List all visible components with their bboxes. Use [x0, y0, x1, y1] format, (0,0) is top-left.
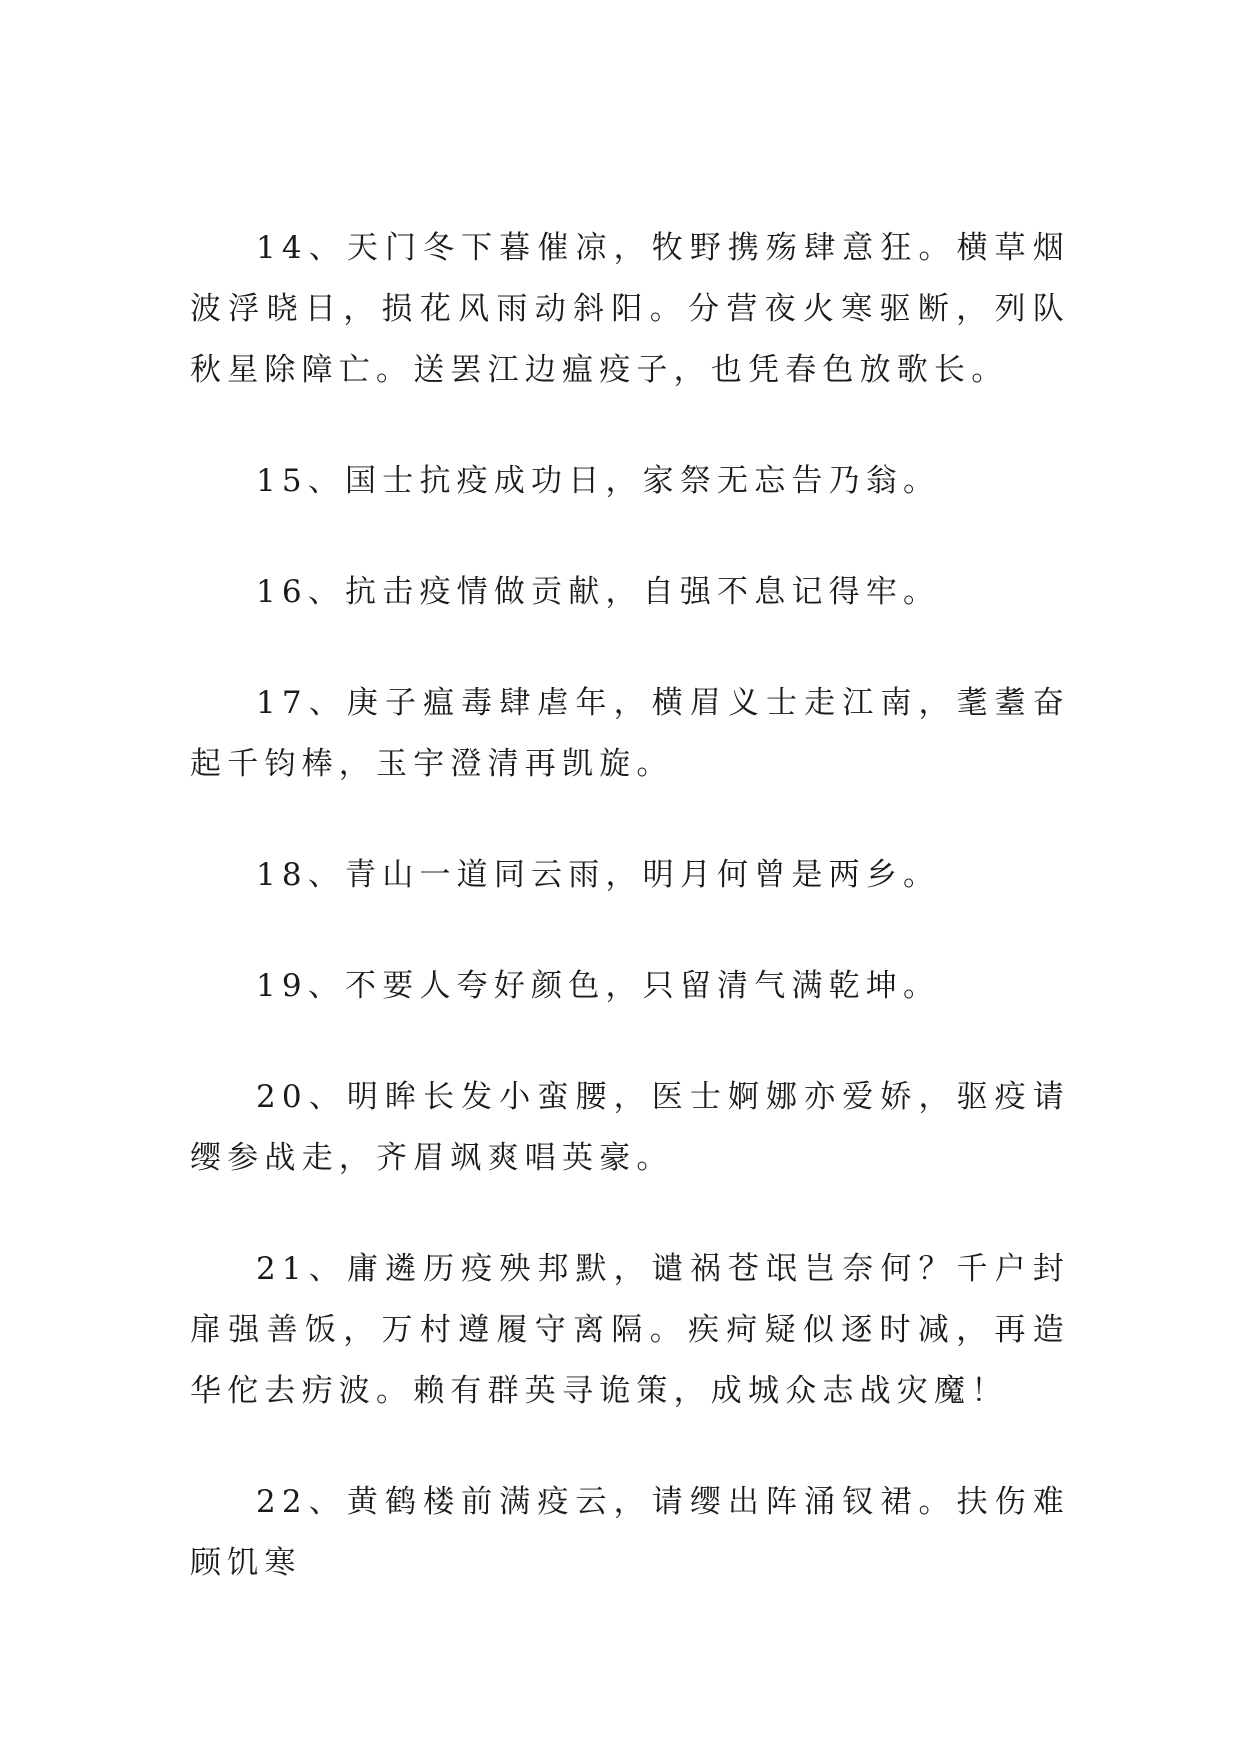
paragraph-14: 14、天门冬下暮催凉，牧野携殇肆意狂。横草烟波浮晓日，损花风雨动斜阳。分营夜火寒驱断，列队秋星除障亡。送罢江边瘟疫子，也凭春色放歌长。 — [190, 230, 1070, 388]
paragraph-18: 18、青山一道同云雨，明月何曾是两乡。 — [256, 857, 941, 893]
paragraph-16: 16、抗击疫情做贡献，自强不息记得牢。 — [256, 574, 941, 610]
document-body — [190, 218, 1070, 1594]
paragraph-15: 15、国士抗疫成功日，家祭无忘告乃翁。 — [256, 463, 941, 499]
paragraph-21: 21、庸遴历疫殃邦默，谴祸苍氓岂奈何？千户封扉强善饭，万村遵履守离隔。疾疴疑似逐时减，再造华佗去疠波。赖有群英寻诡策，成城众志战灾魔！ — [190, 1251, 1070, 1409]
paragraph-19: 19、不要人夸好颜色，只留清气满乾坤。 — [256, 968, 941, 1004]
paragraph-20: 20、明眸长发小蛮腰，医士婀娜亦爱娇，驱疫请缨参战走，齐眉飒爽唱英豪。 — [190, 1079, 1070, 1176]
paragraph-17: 17、庚子瘟毒肆虐年，横眉义士走江南，耄耋奋起千钧棒，玉宇澄清再凯旋。 — [190, 685, 1070, 782]
paragraph-22: 22、黄鹤楼前满疫云，请缨出阵涌钗裙。扶伤难顾饥寒 — [190, 1484, 1070, 1581]
